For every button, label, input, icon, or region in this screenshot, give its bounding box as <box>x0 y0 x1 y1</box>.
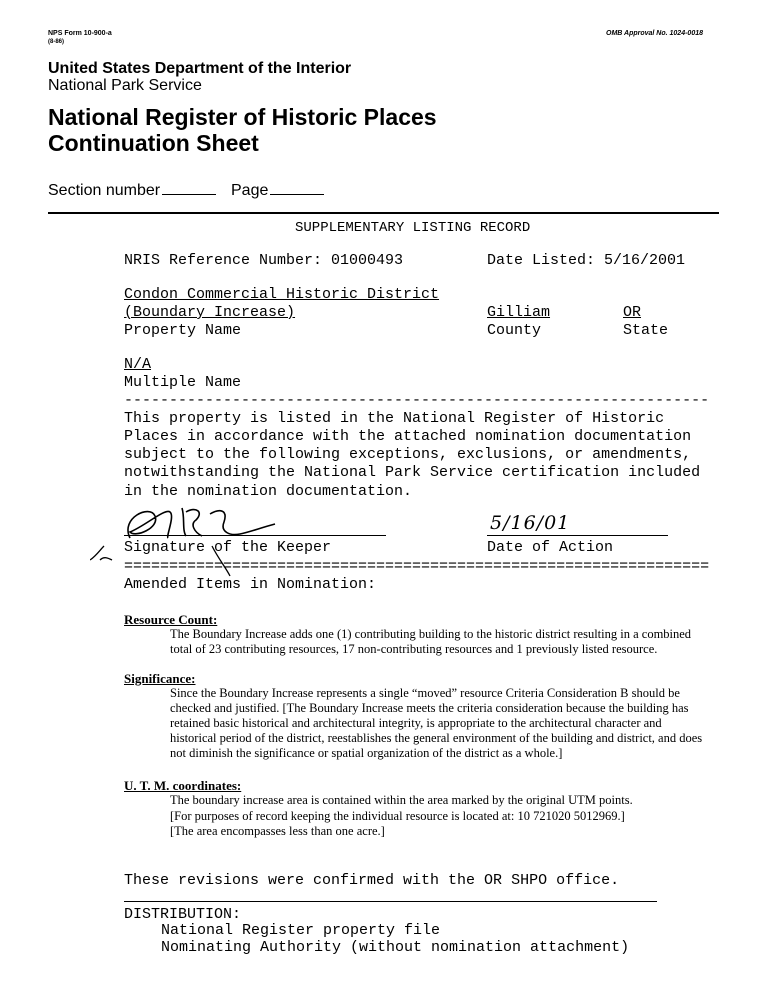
multiple-name-label: Multiple Name <box>124 374 242 391</box>
section-number-label: Section number <box>48 182 161 199</box>
property-name-line1: Condon Commercial Historic District <box>124 286 440 303</box>
statement-line-5: in the nomination documentation. <box>124 483 413 500</box>
section-number-blank <box>162 194 216 195</box>
department-name: United States Department of the Interior <box>48 60 352 77</box>
significance-heading: Significance: <box>124 671 196 686</box>
form-number: NPS Form 10-900-a <box>48 30 112 37</box>
resource-count-heading: Resource Count: <box>124 612 218 627</box>
utm-line-3: [The area encompasses less than one acre.] <box>170 824 385 838</box>
county-value: Gilliam <box>487 304 551 321</box>
page-title-line2: Continuation Sheet <box>48 130 259 156</box>
property-name-line2: (Boundary Increase) <box>124 304 296 321</box>
property-name-label: Property Name <box>124 322 242 339</box>
resource-count-line-2: total of 23 contributing resources, 17 non-contributing resources and 1 previously listed resource. <box>170 642 658 656</box>
utm-line-1: The boundary increase area is contained within the area marked by the original UTM points. <box>170 793 633 807</box>
nris-reference: NRIS Reference Number: 01000493 <box>124 252 404 269</box>
equals-divider: ================================================================= <box>124 558 710 575</box>
statement-line-2: Places in accordance with the attached nomination documentation <box>124 428 692 445</box>
statement-line-1: This property is listed in the National Register of Historic <box>124 410 665 427</box>
service-name: National Park Service <box>48 77 202 94</box>
distribution-item-1: National Register property file <box>161 922 441 939</box>
amended-items-label: Amended Items in Nomination: <box>124 576 377 593</box>
dash-divider: ----------------------------------------------------------------- <box>124 392 710 409</box>
record-heading: SUPPLEMENTARY LISTING RECORD <box>295 220 531 236</box>
distribution-item-2: Nominating Authority (without nomination attachment) <box>161 939 630 956</box>
multiple-name-value: N/A <box>124 356 152 373</box>
page-blank <box>270 194 324 195</box>
state-label: State <box>623 322 669 339</box>
significance-line-4: historical period of the district, reestablishes the general environment of the building and district, and does <box>170 731 703 745</box>
date-of-action-line <box>487 535 668 536</box>
confirmation-note: These revisions were confirmed with the OR SHPO office. <box>124 872 620 889</box>
distribution-rule <box>124 901 657 902</box>
statement-line-4: notwithstanding the National Park Service certification included <box>124 464 701 481</box>
omb-approval: OMB Approval No. 1024-0018 <box>606 30 703 37</box>
date-listed: Date Listed: 5/16/2001 <box>487 252 686 269</box>
resource-count-line-1: The Boundary Increase adds one (1) contributing building to the historic district resulting in a combined <box>170 627 692 641</box>
county-label: County <box>487 322 542 339</box>
significance-line-5: not diminish the significance or spatial organization of the district as a whole.] <box>170 746 563 760</box>
page-title-line1: National Register of Historic Places <box>48 104 437 130</box>
header-rule <box>48 212 719 214</box>
state-value: OR <box>623 304 642 321</box>
utm-heading: U. T. M. coordinates: <box>124 778 242 793</box>
form-date: (8-86) <box>48 39 65 45</box>
signature-line <box>124 535 386 536</box>
date-of-action-label: Date of Action <box>487 539 614 556</box>
utm-line-2: [For purposes of record keeping the individual resource is located at: 10 721020 5012969.] <box>170 809 625 823</box>
distribution-label: DISTRIBUTION: <box>124 906 242 923</box>
page-label: Page <box>231 182 269 199</box>
statement-line-3: subject to the following exceptions, exclusions, or amendments, <box>124 446 692 463</box>
signature-label: Signature of the Keeper <box>124 539 332 556</box>
significance-line-1: Since the Boundary Increase represents a single “moved” resource Criteria Consideration B should be <box>170 686 680 700</box>
action-date-handwritten: 5/16/01 <box>490 512 571 534</box>
significance-line-2: checked and justified. [The Boundary Increase meets the criteria consideration because the building has <box>170 701 689 715</box>
significance-line-3: retained basic historical and architectural integrity, is appropriate to the architectural character and <box>170 716 662 730</box>
